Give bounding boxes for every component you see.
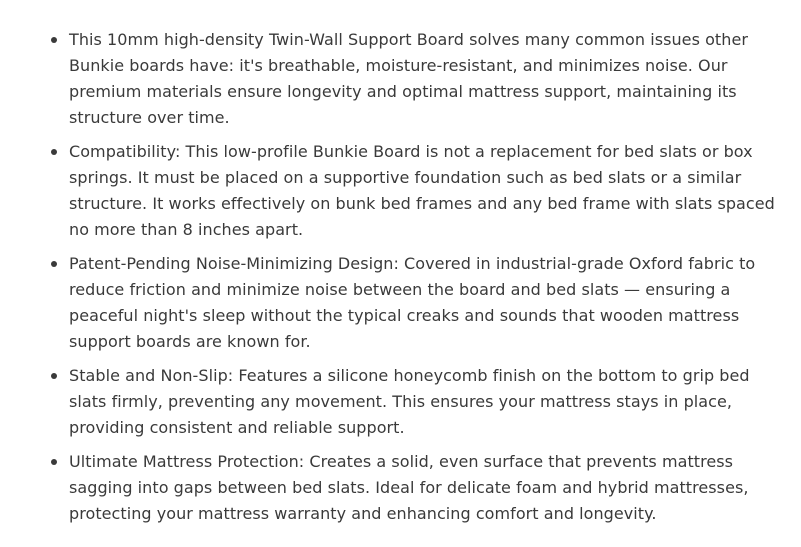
bullet-dot-icon xyxy=(51,373,57,379)
list-item xyxy=(0,363,801,441)
bullet-dot-icon xyxy=(51,261,57,267)
bullet-dot-icon xyxy=(51,149,57,155)
list-item xyxy=(0,251,801,355)
feature-text: This 10mm high-density Twin-Wall Support Board solves many common issues other Bunkie boards have: it's breathable, moisture-resistant, and minimizes noise. Our premium materials ensure longevity and optimal mattress support, maintaining its structure over time. xyxy=(69,30,748,127)
list-item xyxy=(0,27,801,131)
bullet-dot-icon xyxy=(51,37,57,43)
bullet-dot-icon xyxy=(51,459,57,465)
feature-text: Patent-Pending Noise-Minimizing Design: Covered in industrial-grade Oxford fabric to reduce friction and minimize noise between the board and bed slats — ensuring a peaceful night's sleep without the typical creaks and sounds that wooden mattress support boards are known for. xyxy=(69,254,756,351)
list-item xyxy=(0,449,801,527)
list-item xyxy=(0,139,801,243)
feature-list xyxy=(0,27,801,527)
feature-text: Ultimate Mattress Protection: Creates a solid, even surface that prevents mattress sagging into gaps between bed slats. Ideal for delicate foam and hybrid mattresses, protecting your mattress warranty and enhancing comfort and longevity. xyxy=(69,452,749,523)
feature-text: Stable and Non-Slip: Features a silicone honeycomb finish on the bottom to grip bed slats firmly, preventing any movement. This ensures your mattress stays in place, providing consistent and reliable support. xyxy=(69,366,750,437)
feature-text: Compatibility: This low-profile Bunkie Board is not a replacement for bed slats or box springs. It must be placed on a supportive foundation such as bed slats or a similar structure. It works effectively on bunk bed frames and any bed frame with slats spaced no more than 8 inches apart. xyxy=(69,142,775,239)
